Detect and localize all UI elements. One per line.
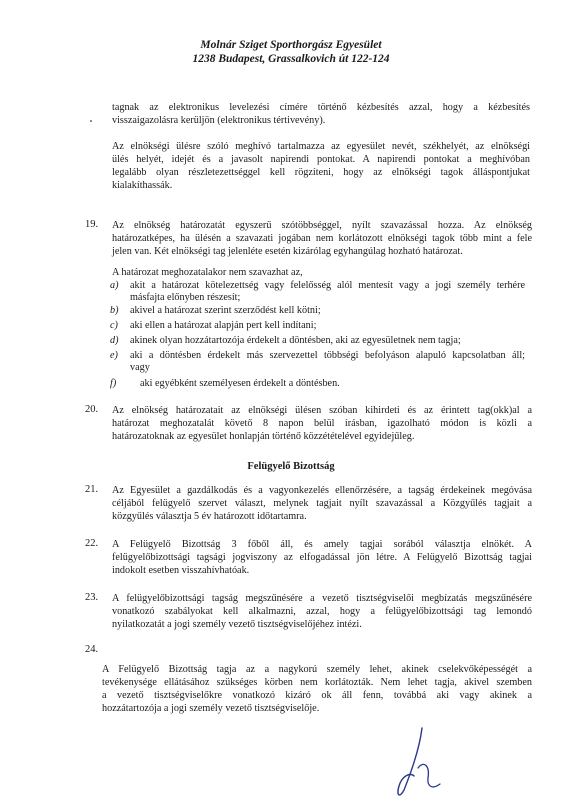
list-letter: b) [110, 305, 119, 316]
scan-speck [90, 120, 92, 122]
paragraph-line: A Felügyelő Bizottság 3 főből áll, és amely tagjai sorából választja elnökét. A [112, 539, 532, 550]
list-item-text: aki a döntésben érdekelt más szervezettel többségi befolyáson alapuló kapcsolatban áll; [130, 350, 525, 361]
paragraph-line: A Felügyelő Bizottság tagja az a nagykorú személy lehet, akinek cselekvőképességét a [102, 664, 532, 675]
list-item-text: akit a határozat kötelezettség vagy felelősség alól mentesít vagy a jogi személy terhére [130, 280, 525, 291]
list-item-text: akivel a határozat szerint szerződést kell kötni; [130, 305, 321, 316]
list-letter: d) [110, 335, 119, 346]
list-letter: a) [110, 280, 119, 291]
intro-line: Az elnökségi ülésre szóló meghívó tartalmazza az egyesület nevét, székhelyét, az elnökségi [112, 141, 530, 152]
paragraph-line: indokolt esetben visszahívhatóak. [112, 565, 250, 576]
organization-name: Molnár Sziget Sporthorgász Egyesület [200, 39, 382, 51]
list-item-text: akinek olyan hozzátartozója érdekelt a döntésben, aki az egyesületnek nem tagja; [130, 335, 461, 346]
list-item-text: másfajta előnyben részesít; [130, 292, 241, 303]
paragraph-line: A felügyelőbizottsági tagság megszűnésére a vezető tisztségviselői megbízatás megszűnésére [112, 593, 532, 604]
paragraph-line: jelen van. Két elnökségi tag jelenléte esetén kizárólag egyhangúlag hozható határozat. [112, 246, 463, 257]
paragraph-line: határozatképes, ha ülésén a szavazati jogában nem korlátozott elnökségi tagok több mint a fele [112, 233, 532, 244]
paragraph-line: határozatoknak az egyesület honlapján történő közzétételével egyidejűleg. [112, 431, 415, 442]
section-number: 19. [85, 219, 99, 230]
list-letter: c) [110, 320, 118, 331]
paragraph-line: közgyűlés választja 5 év határozott időtartamra. [112, 511, 307, 522]
list-item-text: aki ellen a határozat alapján pert kell indítani; [130, 320, 317, 331]
organization-address: 1238 Budapest, Grassalkovich út 122-124 [192, 53, 390, 65]
intro-line: kialakíthassák. [112, 180, 173, 191]
list-intro: A határozat meghozatalakor nem szavazhat az, [112, 267, 303, 278]
intro-line: visszaigazolásra kerüljön (elektronikus tértivevény). [112, 115, 326, 126]
section-number: 23. [85, 592, 99, 603]
paragraph-line: felügyelőbizottsági tagsági jogviszony az elfogadással jön létre. A Felügyelő Bizottság tagjai [112, 552, 532, 563]
list-letter: e) [110, 350, 118, 361]
paragraph-line: hozzátartozója a jogi személy vezető tisztségviselője. [102, 703, 320, 714]
intro-line: ülés helyét, idejét és a javasolt napirendi pontokat. A napirendi pontokat a meghívóban [112, 154, 530, 165]
handwritten-signature [390, 720, 450, 800]
paragraph-line: határozat meghozatalát követő 8 napon belül írásban, igazolható módon is közli a [112, 418, 532, 429]
list-item-text: aki egyébként személyesen érdekelt a döntésben. [140, 378, 340, 389]
section-number: 22. [85, 538, 99, 549]
list-letter: f) [110, 378, 117, 389]
paragraph-line: Az Egyesület a gazdálkodás és a vagyonkezelés ellenőrzésére, a tagság érdekeinek megóvása [112, 485, 532, 496]
list-item-text: vagy [130, 362, 150, 373]
paragraph-line: a vezető tisztségviselőkre vonatkozó kizáró ok áll fenn, továbbá aki vagy akinek a [102, 690, 532, 701]
section-number: 21. [85, 484, 99, 495]
paragraph-line: tevékenysége ellátásához szükséges körben nem korlátozták. Nem lehet tagja, akivel szemben [102, 677, 532, 688]
letterhead [0, 38, 582, 66]
intro-line: legalább olyan részletezettséggel kell rögzíteni, hogy az elnökségi tagok álláspontjukat [112, 167, 530, 178]
paragraph-line: Az elnökség határozatát egyszerű szótöbbséggel, nyílt szavazással hozza. Az elnökség [112, 220, 532, 231]
paragraph-line: céljából felügyelő szervet választ, melynek tagjait nyílt szavazással a Közgyűlés tagjait a [112, 498, 532, 509]
paragraph-line: Az elnökség határozatait az elnökségi ülésen szóban kihirdeti és az érintett tag(okk)al a [112, 405, 532, 416]
section-number: 20. [85, 404, 99, 415]
paragraph-line: nyilatkozatát a jogi személy vezető tisztségviselőjéhez intézi. [112, 619, 362, 630]
paragraph-line: vonatkozó szabályokat kell alkalmazni, azzal, hogy a felügyelőbizottsági tag lemondó [112, 606, 532, 617]
intro-line: tagnak az elektronikus levelezési címére történő kézbesítés azzal, hogy a kézbesítés [112, 102, 530, 113]
section-heading: Felügyelő Bizottság [247, 461, 335, 472]
section-number: 24. [85, 644, 99, 655]
